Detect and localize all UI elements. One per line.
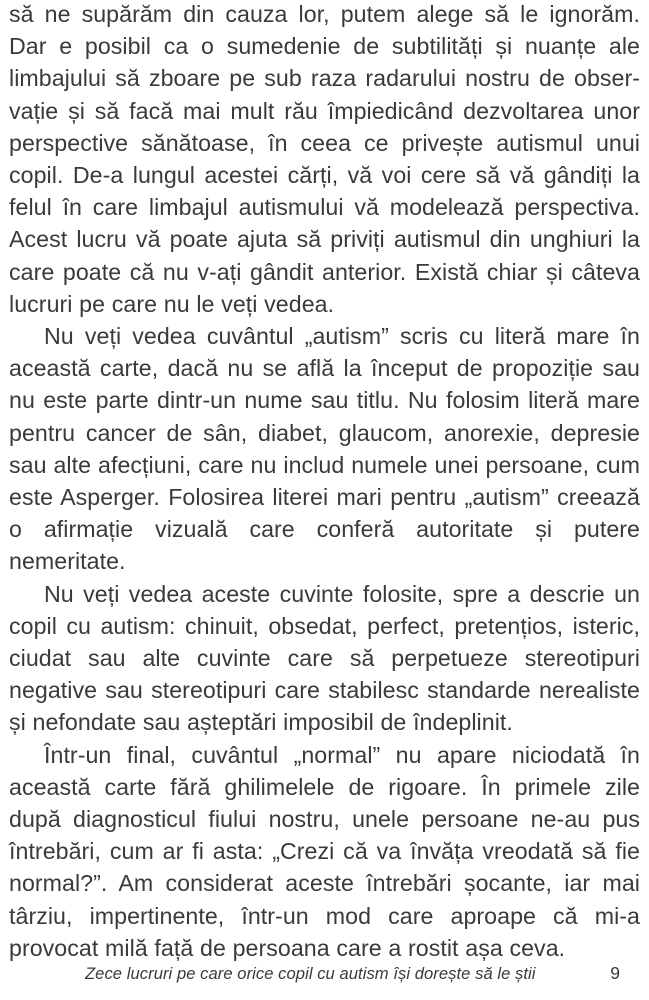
paragraph-4: Într-un final, cuvântul „normal” nu apare niciodată în această carte fără ghilimelele de rigoare. În primele zile după diagnosticul fiului nostru, unele persoane ne-au pus întrebări, cum ar fi asta: „Crezi că va învăța vreodată să fie normal?”. Am considerat aceste întrebări șocante, iar mai târziu, impertinente, într-un mod care aproape că mi-a provocat milă față de persoana care a rostit așa ceva. xyxy=(9,741,640,961)
paragraph-2: Nu veți vedea cuvântul „autism” scris cu literă mare în această carte, dacă nu se află la început de propoziție sau nu este parte dintr-un nume sau titlu. Nu folosim literă mare pentru cancer de sân, diabet, glaucom, anorexie, depresie sau alte afecțiuni, care nu includ numele unei persoane, cum este Asperger. Folosirea literei mari pentru „autism” creează o afirmație vizuală care conferă autoritate și putere nemeritate. xyxy=(9,323,640,575)
paragraph-3: Nu veți vedea aceste cuvinte folosite, spre a descrie un copil cu autism: chinuit, obsedat, perfect, pretențios, isteric, ciudat sau alte cuvinte care să perpetueze stereotipuri negative sau stereotipuri care stabilesc standarde nerealiste și nefondate sau așteptări imposibil de îndeplinit. xyxy=(9,580,640,736)
body-text-column xyxy=(9,0,640,964)
page-footer xyxy=(9,962,640,992)
paragraph-continued: să ne supărăm din cauza lor, putem alege să le ignorăm. Dar e posibil ca o sumedenie de subtilități și nuanțe ale limbajului să zboare pe sub raza radarului nostru de observație și să facă mai mult rău împiedicând dezvoltarea unor perspective sănătoase, în ceea ce privește autismul unui copil. De-a lungul acestei cărți, vă voi cere să vă gândiți la felul în care limbajul autismului vă modelează perspectiva. Acest lucru vă poate ajuta să priviți autismul din unghiuri la care poate că nu v-ați gândit anterior. Există chiar și câteva lucruri pe care nu le veți vedea. xyxy=(9,1,640,317)
page-number: 9 xyxy=(610,963,620,983)
running-title: Zece lucruri pe care orice copil cu autism își dorește să le știi xyxy=(85,964,536,983)
